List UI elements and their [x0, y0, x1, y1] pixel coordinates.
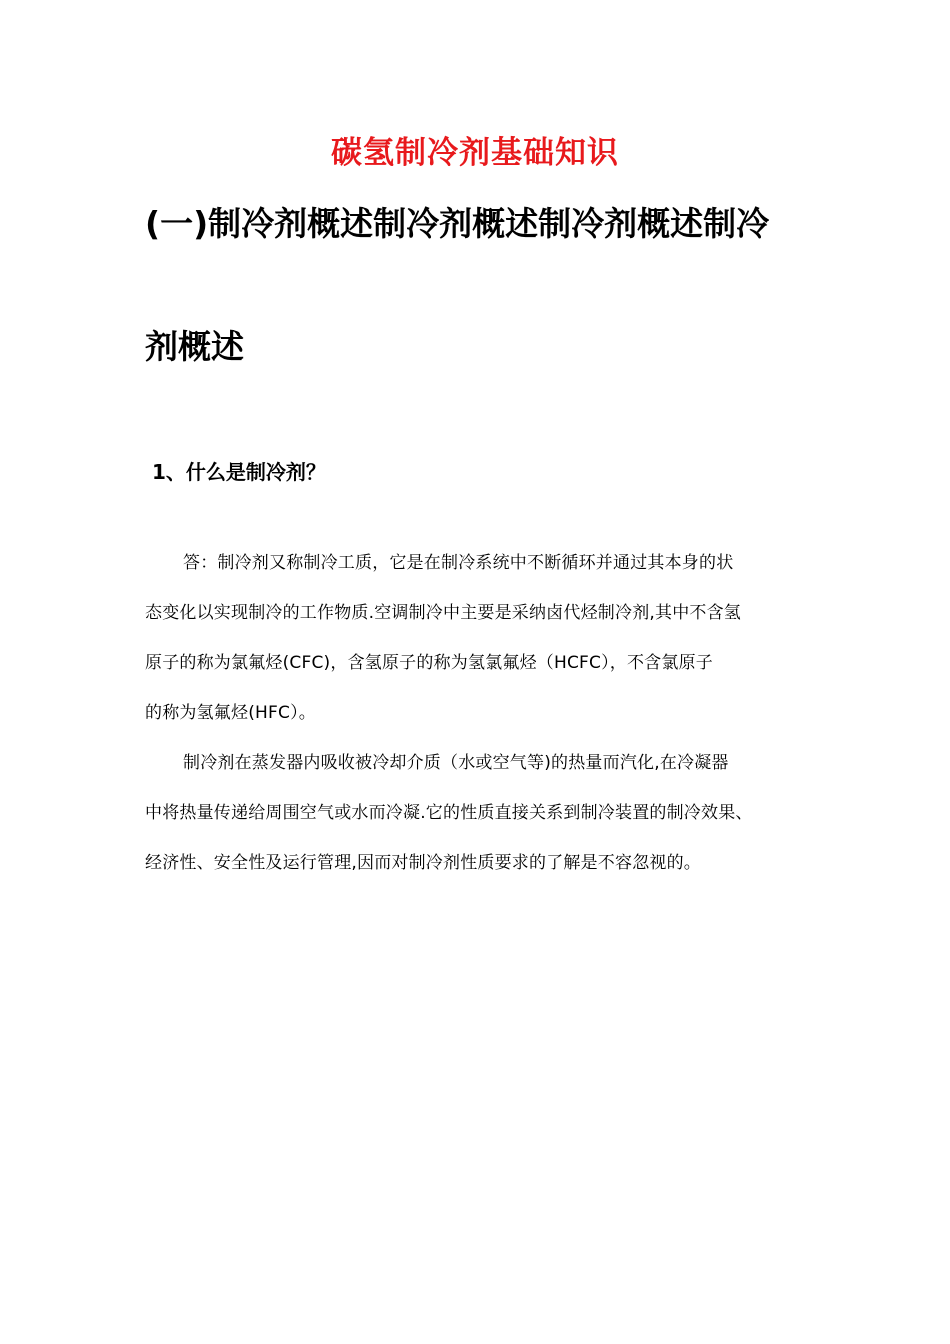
question-heading: 1、什么是制冷剂？: [152, 460, 326, 484]
paragraph-1-line: 的称为氢氟烃(HFC）。: [145, 703, 316, 723]
paragraph-1-line: 原子的称为氯氟烃(CFC)，含氢原子的称为氢氯氟烃（HCFC），不含氯原子: [145, 653, 713, 673]
paragraph-1-line: 态变化以实现制冷的工作物质.空调制冷中主要是采纳卤代烃制冷剂,其中不含氢: [145, 603, 742, 623]
section-heading-line-1: (一)制冷剂概述制冷剂概述制冷剂概述制冷: [145, 204, 770, 243]
section-heading-line-2: 剂概述: [145, 327, 244, 366]
page-title: 碳氢制冷剂基础知识: [331, 135, 619, 171]
paragraph-2-line: 经济性、安全性及运行管理,因而对制冷剂性质要求的了解是不容忽视的。: [145, 853, 702, 873]
paragraph-1-line: 答：制冷剂又称制冷工质，它是在制冷系统中不断循环并通过其本身的状: [183, 553, 734, 573]
paragraph-2-line: 中将热量传递给周围空气或水而冷凝.它的性质直接关系到制冷装置的制冷效果、: [145, 803, 753, 823]
paragraph-2-line: 制冷剂在蒸发器内吸收被冷却介质（水或空气等)的热量而汽化,在冷凝器: [183, 753, 729, 773]
